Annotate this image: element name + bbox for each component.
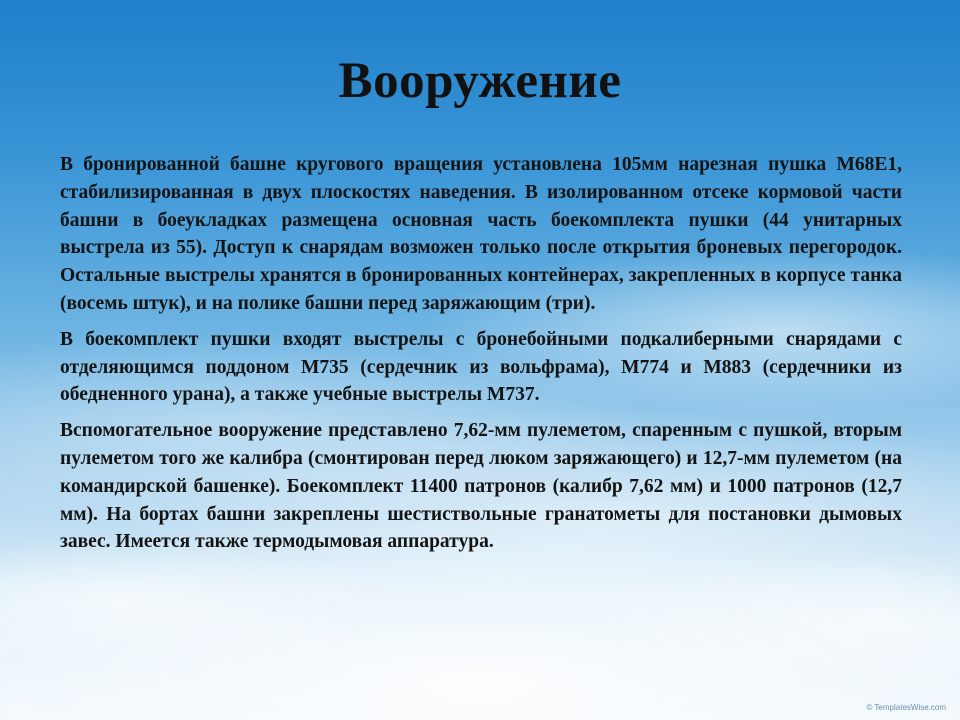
slide-title: Вооружение [338, 53, 622, 109]
paragraph-ammunition: В боекомплект пушки входят выстрелы с бронебойными подкалиберными снарядами с отделяющимся поддоном М735 (сердечник из вольфрама), М774 и М883 (сердечники из обедненного урана), а также учебные выстрелы М737. [60, 328, 902, 406]
paragraph-secondary-armament: Вспомогательное вооружение представлено 7,62-мм пулеметом, спаренным с пушкой, вторым пулеметом того же калибра (смонтирован перед люком заряжающего) и 12,7-мм пулеметом (на командирской башенке). Боекомплект 11400 патронов (калибр 7,62 мм) и 1000 патронов (12,7 мм). На бортах башни закреплены шестиствольные гранатометы для постановки дымовых завес. Имеется также термодымовая аппаратура. [60, 420, 902, 553]
watermark: © TemplatesWise.com [866, 703, 946, 712]
paragraph-main-gun: В бронированной башне кругового вращения установлена 105мм нарезная пушка М68Е1, стабилизированная в двух плоскостях наведения. В изолированном отсеке кормовой части башни в боеукладках размещена основная часть боекомплекта пушки (44 унитарных выстрела из 55). Доступ к снарядам возможен только после открытия броневых перегородок. Остальные выстрелы хранятся в бронированных контейнерах, закрепленных в корпусе танка (восемь штук), и на полике башни перед заряжающим (три). [60, 154, 902, 314]
slide-body [60, 151, 902, 564]
